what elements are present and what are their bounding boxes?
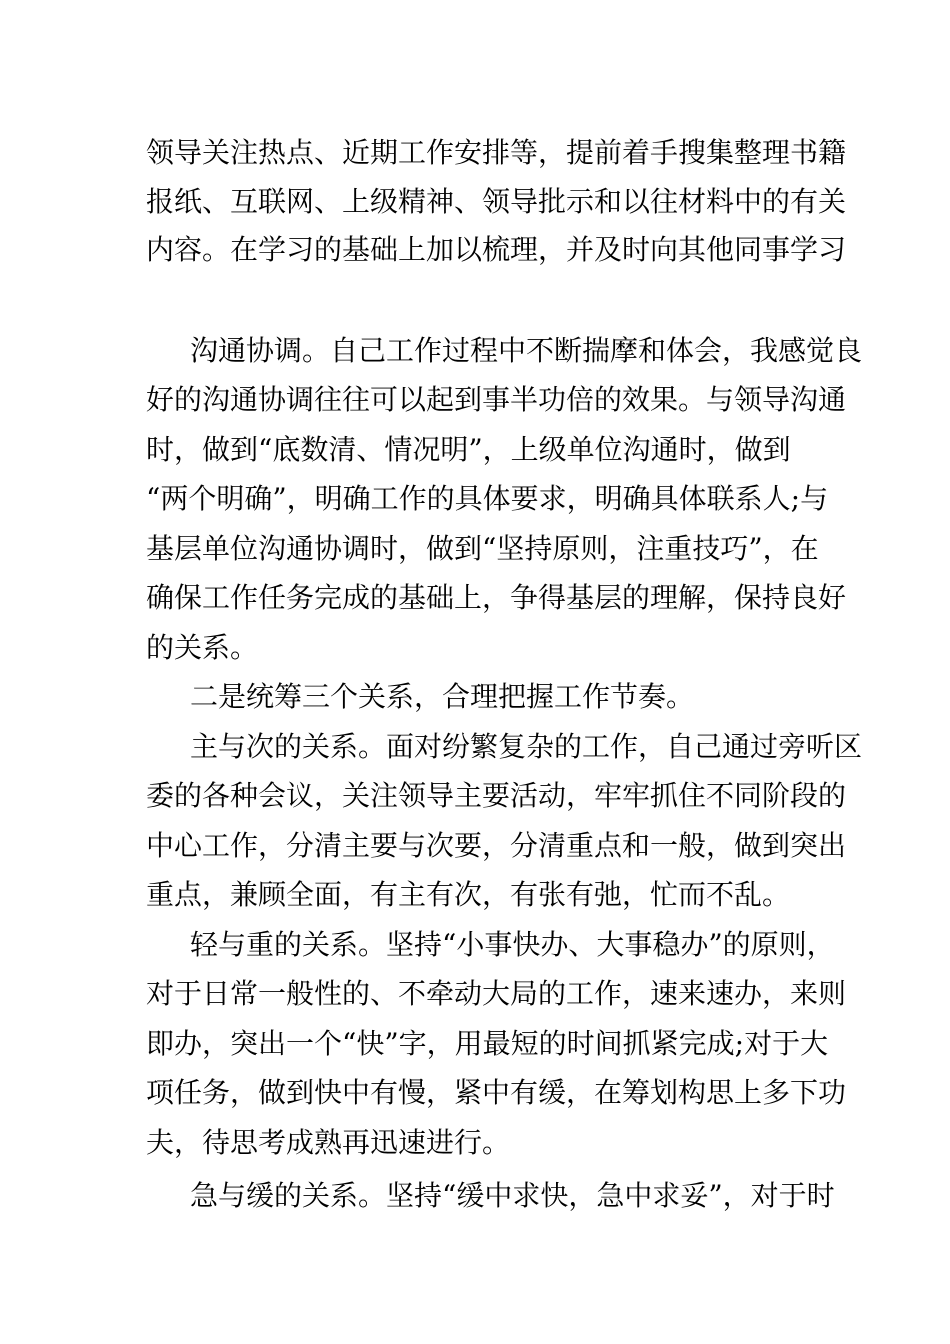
text-line: 中心工作，分清主要与次要，分清重点和一般，做到突出 [146,829,847,862]
text-line: 沟通协调。自己工作过程中不断揣摩和体会，我感觉良 [190,334,863,367]
text-line: 主与次的关系。面对纷繁复杂的工作，自己通过旁听区 [190,730,863,763]
text-line: 对于日常一般性的、不牵动大局的工作，速来速办，来则 [146,977,847,1010]
text-line: 急与缓的关系。坚持“缓中求快，急中求妥”，对于时 [190,1179,835,1212]
text-line: 好的沟通协调往往可以起到事半功倍的效果。与领导沟通 [146,383,847,416]
text-line: 项任务，做到快中有慢，紧中有缓，在筹划构思上多下功 [146,1076,847,1109]
text-line: 轻与重的关系。坚持“小事快办、大事稳办”的原则， [190,928,835,961]
text-line: 确保工作任务完成的基础上，争得基层的理解，保持良好 [146,581,847,614]
text-line: 重点，兼顾全面，有主有次，有张有弛，忙而不乱。 [146,878,791,911]
text-line: 报纸、互联网、上级精神、领导批示和以往材料中的有关 [146,185,847,218]
text-line: 即办，突出一个“快”字，用最短的时间抓紧完成;对于大 [146,1027,829,1060]
text-line: 领导关注热点、近期工作安排等，提前着手搜集整理书籍 [146,136,847,169]
text-line: 时，做到“底数清、情况明”，上级单位沟通时，做到 [146,433,791,466]
text-line: 内容。在学习的基础上加以梳理，并及时向其他同事学习 [146,233,847,266]
text-line: 的关系。 [146,631,259,664]
text-line: 委的各种会议，关注领导主要活动，牢牢抓住不同阶段的 [146,779,847,812]
text-line: “两个明确”，明确工作的具体要求，明确具体联系人;与 [146,482,829,515]
text-line: 基层单位沟通协调时，做到“坚持原则，注重技巧”，在 [146,532,819,565]
text-line: 夫，待思考成熟再迅速进行。 [146,1126,511,1159]
section-heading: 二是统筹三个关系，合理把握工作节奏。 [190,680,695,713]
